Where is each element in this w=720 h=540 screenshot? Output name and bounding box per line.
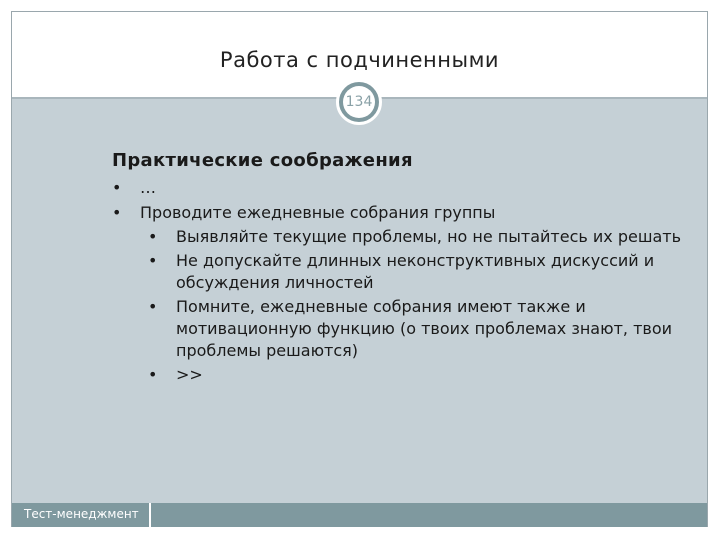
footer-label: Тест-менеджмент	[24, 507, 139, 521]
sub-list-item-text: Помните, ежедневные собрания имеют также и мотивационную функцию (о твоих проблемах знают, твои проблемы решаются)	[176, 297, 673, 360]
list-item-text: Проводите ежедневные собрания группы	[140, 203, 496, 222]
page-number-badge	[336, 79, 382, 125]
sub-list-item	[142, 250, 682, 294]
list-item	[112, 177, 682, 199]
bullet-icon: •	[148, 297, 158, 316]
footer-separator	[149, 503, 151, 527]
content-heading: Практические соображения	[112, 150, 413, 171]
sub-list-item-text: >>	[176, 365, 203, 384]
bullet-icon: •	[112, 203, 122, 222]
list-item	[112, 202, 682, 386]
sub-list-item-text: Не допускайте длинных неконструктивных дискуссий и обсуждения личностей	[176, 251, 655, 292]
bullet-icon: •	[112, 178, 122, 197]
bullet-icon: •	[148, 365, 158, 384]
bullet-icon: •	[148, 227, 158, 246]
bullet-icon: •	[148, 251, 158, 270]
slide-title: Работа с подчиненными	[219, 48, 500, 72]
sub-bullet-list	[140, 226, 682, 386]
sub-list-item	[142, 296, 682, 362]
sub-list-item	[142, 226, 682, 248]
sub-list-item-text: Выявляйте текущие проблемы, но не пытайтесь их решать	[176, 227, 682, 246]
bullet-list	[112, 177, 682, 386]
page-number: 134	[343, 86, 375, 118]
slide-body	[112, 150, 682, 389]
sub-list-item	[142, 364, 682, 386]
list-item-text: …	[140, 178, 156, 197]
footer-bar	[12, 503, 707, 527]
